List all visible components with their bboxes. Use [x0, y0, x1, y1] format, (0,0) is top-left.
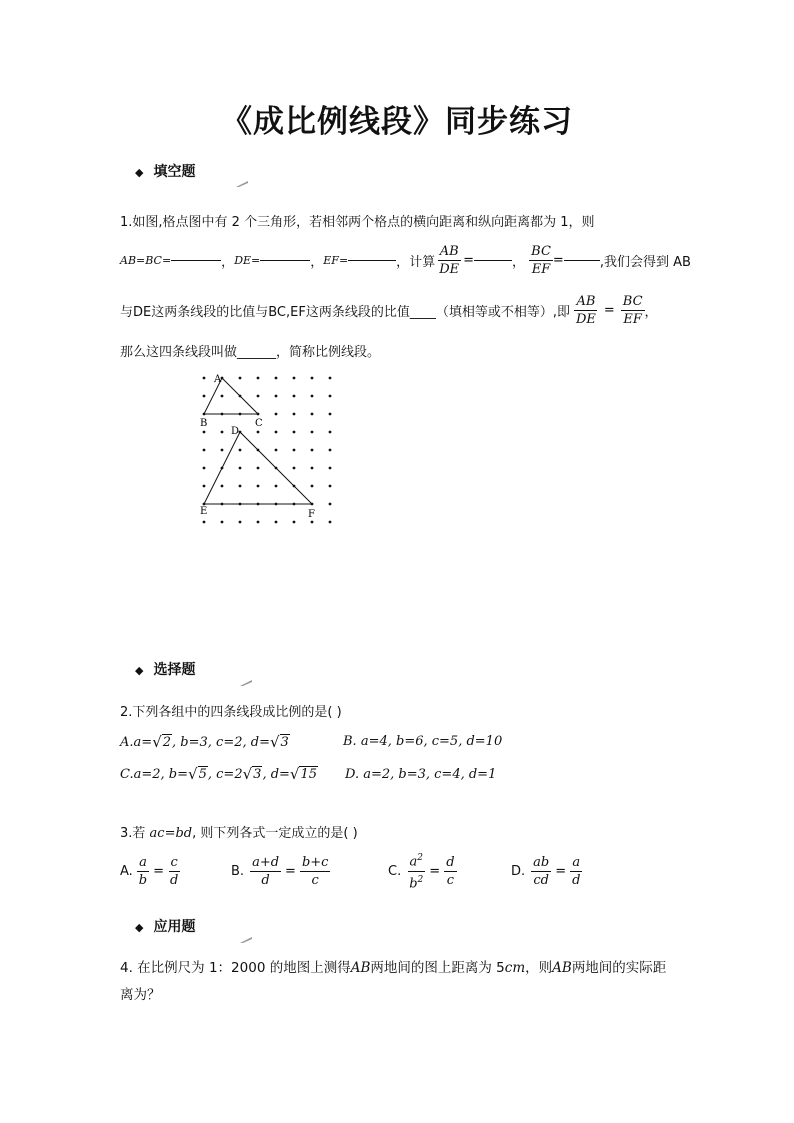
grid-dot — [203, 521, 206, 524]
grid-dot — [239, 377, 242, 380]
grid-dot — [329, 395, 332, 398]
denominator: EF — [623, 311, 642, 327]
denominator: DE — [575, 311, 596, 327]
point-label-b: B — [200, 418, 208, 429]
denominator: b — [138, 872, 148, 888]
q1-line2: AB=BC= ， DE= ， EF= ， 计算 $\frac{AB}{DE}$ = ， $\frac{BC}{EF}$ = ,我们会得到 AB — [120, 243, 691, 277]
q3-stem-text: , 则下列各式一定成立的是( ) — [192, 826, 358, 841]
fraction-ab-de — [437, 243, 461, 278]
grid-dot — [239, 467, 242, 470]
section-label: 填空题 — [153, 164, 196, 180]
numerator: b+c — [301, 854, 329, 870]
grid-dot — [311, 395, 314, 398]
denominator: d — [170, 872, 179, 888]
grid-dot — [257, 395, 260, 398]
sqrt-icon: √ — [289, 765, 300, 783]
option-letter: C. — [388, 863, 402, 879]
fraction — [407, 850, 425, 892]
grid-dot — [203, 485, 206, 488]
triangle-abc — [204, 378, 258, 414]
sqrt-icon: √ — [242, 765, 253, 783]
denominator — [407, 872, 425, 892]
q1-tail: ,我们会得到 AB — [599, 254, 691, 270]
option-text: , c=2 — [207, 766, 243, 782]
grid-dot — [203, 467, 206, 470]
sqrt-icon: √ — [152, 733, 162, 751]
base: a — [409, 854, 418, 870]
sqrt-icon: √ — [269, 733, 280, 751]
blank — [260, 259, 310, 261]
q3-option-b: B. $\frac{a+d}{d}$ = $\frac{b+c}{c}$ — [231, 854, 329, 888]
blank — [171, 259, 221, 261]
point-label-e: E — [200, 506, 208, 517]
grid-dot — [203, 431, 206, 434]
option-letter: A. — [120, 863, 133, 879]
grid-dot — [221, 449, 224, 452]
q1-line3: 与DE这两条线段的比值与BC,EF这两条线段的比值____（填相等或不相等）,即 $\frac{AB}{DE}$ = $\frac{BC}{EF}$ ， — [120, 293, 658, 327]
diamond-bullet-icon: ◆ — [135, 921, 144, 934]
q4-line2: 离为？ — [120, 987, 161, 1003]
grid-dot — [275, 395, 278, 398]
q3-option-c: C. $\frac{a^2}{b^2}$ = $\frac{d}{c}$ — [388, 849, 457, 893]
grid-dot — [257, 485, 260, 488]
q2-option-d: D. a=2, b=3, c=4, d=1 — [345, 767, 497, 782]
q1-calc: 计算 — [409, 254, 436, 270]
radicand: 3 — [253, 767, 262, 782]
corner-mark-icon — [240, 937, 252, 943]
numerator: BC — [622, 293, 643, 309]
point-label-d: D — [231, 426, 240, 437]
q3-option-d: D. $\frac{ab}{cd}$ = $\frac{a}{d}$ — [511, 854, 581, 888]
grid-dot — [203, 395, 206, 398]
grid-dot — [257, 377, 260, 380]
blank — [348, 259, 396, 261]
radicand: 2 — [162, 735, 172, 750]
point-label-a: A — [214, 374, 222, 385]
q2-stem: 2.下列各组中的四条线段成比例的是( ) — [120, 705, 342, 720]
denominator: d — [572, 872, 581, 888]
fraction — [531, 854, 551, 889]
grid-dot — [311, 413, 314, 416]
grid-dot — [293, 413, 296, 416]
option-letter: B. — [231, 863, 245, 879]
denominator: cd — [533, 872, 549, 888]
grid-dot — [293, 449, 296, 452]
fraction-bc-ef-2 — [621, 293, 645, 328]
grid-dot — [329, 521, 332, 524]
q1-de: DE= — [234, 253, 261, 267]
numerator: ab — [533, 854, 550, 870]
grid-dot — [329, 503, 332, 506]
exponent: 2 — [417, 853, 423, 864]
option-text: a= — [133, 734, 153, 750]
radicand: 5 — [198, 767, 207, 782]
page-title: 《成比例线段》同步练习 — [221, 104, 573, 140]
grid-dot — [293, 431, 296, 434]
grid-dot — [221, 485, 224, 488]
grid-dot — [239, 449, 242, 452]
fraction — [168, 854, 180, 889]
grid-dot — [329, 485, 332, 488]
fraction-bc-ef — [529, 243, 553, 278]
numerator: AB — [576, 293, 596, 309]
q3-option-a: A. $\frac{a}{b}$ = $\frac{c}{d}$ — [120, 854, 179, 888]
grid-dot — [203, 449, 206, 452]
grid-dot — [257, 431, 260, 434]
q2-option-b: B. a=4, b=6, c=5, d=10 — [343, 734, 503, 749]
q4-text: ，则 — [525, 960, 553, 976]
grid-dot — [275, 521, 278, 524]
q1-abbc: AB=BC= — [120, 253, 172, 267]
fraction — [137, 854, 149, 889]
q4-unit: cm — [504, 960, 526, 976]
option-letter: A. — [120, 734, 134, 750]
option-text: , d= — [262, 766, 290, 782]
q1-ef: EF= — [323, 253, 349, 267]
q3-stem-expr: ac=bd — [149, 826, 193, 841]
section-label: 选择题 — [153, 662, 196, 678]
q4-text: 两地间的图上距离为 5 — [370, 960, 505, 976]
blank — [564, 259, 600, 261]
q3-stem-text: 3.若 — [120, 826, 150, 841]
q4-expr: AB — [350, 960, 371, 976]
grid-dot — [293, 395, 296, 398]
section-heading-apply — [135, 916, 195, 936]
grid-dot — [293, 521, 296, 524]
point-label-c: C — [255, 418, 263, 429]
numerator: c — [170, 854, 178, 870]
grid-dot — [311, 485, 314, 488]
base: b — [409, 875, 418, 891]
denominator: EF — [531, 261, 551, 277]
grid-dot — [329, 467, 332, 470]
grid-dot — [311, 449, 314, 452]
exponent: 2 — [417, 874, 424, 885]
grid-dot — [329, 449, 332, 452]
denominator: DE — [439, 261, 460, 277]
grid-dot — [293, 377, 296, 380]
grid-dot — [275, 377, 278, 380]
fraction — [250, 854, 281, 889]
grid-dot — [311, 467, 314, 470]
section-heading-choice — [135, 659, 195, 679]
grid-dot — [221, 395, 224, 398]
option-letter: C. — [120, 766, 134, 782]
numerator — [408, 850, 426, 871]
grid-dot — [275, 431, 278, 434]
blank — [474, 259, 512, 261]
q1-stem: 1.如图,格点图中有 2 个三角形，若相邻两个格点的横向距离和纵向距离都为 1，则 — [120, 215, 595, 230]
grid-dot — [311, 521, 314, 524]
grid-dot — [203, 377, 206, 380]
diamond-bullet-icon: ◆ — [135, 664, 144, 677]
section-label: 应用题 — [153, 919, 196, 935]
grid-dot — [221, 521, 224, 524]
q2-option-a — [120, 731, 290, 753]
grid-dot — [329, 377, 332, 380]
grid-dots — [203, 377, 332, 524]
grid-dot — [311, 377, 314, 380]
fraction-ab-de-2 — [574, 293, 598, 328]
denominator: c — [311, 872, 319, 888]
grid-dot — [329, 431, 332, 434]
grid-dot — [257, 467, 260, 470]
q4-line1 — [120, 956, 666, 976]
grid-dot — [293, 467, 296, 470]
q2-option-c — [120, 763, 318, 785]
section-heading-fill — [135, 161, 195, 181]
q1-line4: 那么这四条线段叫做______，简称比例线段。 — [120, 345, 381, 360]
grid-dot — [239, 485, 242, 488]
grid-dot — [329, 413, 332, 416]
corner-mark-icon — [236, 181, 248, 187]
grid-dot — [239, 521, 242, 524]
grid-dot — [257, 521, 260, 524]
denominator: c — [446, 872, 454, 888]
fraction — [300, 854, 331, 889]
q4-text: 两地间的实际距 — [571, 960, 667, 976]
grid-dot — [275, 449, 278, 452]
q4-text: 4. 在比例尺为 1：2000 的地图上测得 — [120, 960, 351, 976]
radicand: 3 — [280, 735, 289, 750]
corner-mark-icon — [240, 680, 252, 686]
numerator: a+d — [252, 854, 280, 870]
grid-dot — [275, 485, 278, 488]
numerator: BC — [531, 243, 551, 259]
q1-line3-text: 与DE这两条线段的比值与BC,EF这两条线段的比值____（填相等或不相等）,即 — [120, 304, 570, 320]
numerator: a — [139, 854, 147, 870]
dot-grid-figure — [196, 370, 356, 528]
q4-expr: AB — [552, 960, 572, 976]
fraction — [444, 854, 456, 889]
option-text: a=2, b= — [133, 766, 189, 782]
grid-dot — [275, 413, 278, 416]
option-text: , b=3, c=2, d= — [172, 734, 270, 750]
grid-dot — [221, 431, 224, 434]
numerator: AB — [439, 243, 459, 259]
denominator: d — [261, 872, 270, 888]
point-label-f: F — [308, 509, 315, 520]
q3-stem — [120, 822, 358, 841]
numerator: d — [446, 854, 455, 870]
option-letter: D. — [511, 863, 526, 879]
grid-dot — [311, 431, 314, 434]
diamond-bullet-icon: ◆ — [135, 166, 144, 179]
sqrt-icon: √ — [188, 765, 198, 783]
fraction — [570, 854, 582, 889]
numerator: a — [572, 854, 581, 870]
radicand: 15 — [300, 767, 318, 782]
